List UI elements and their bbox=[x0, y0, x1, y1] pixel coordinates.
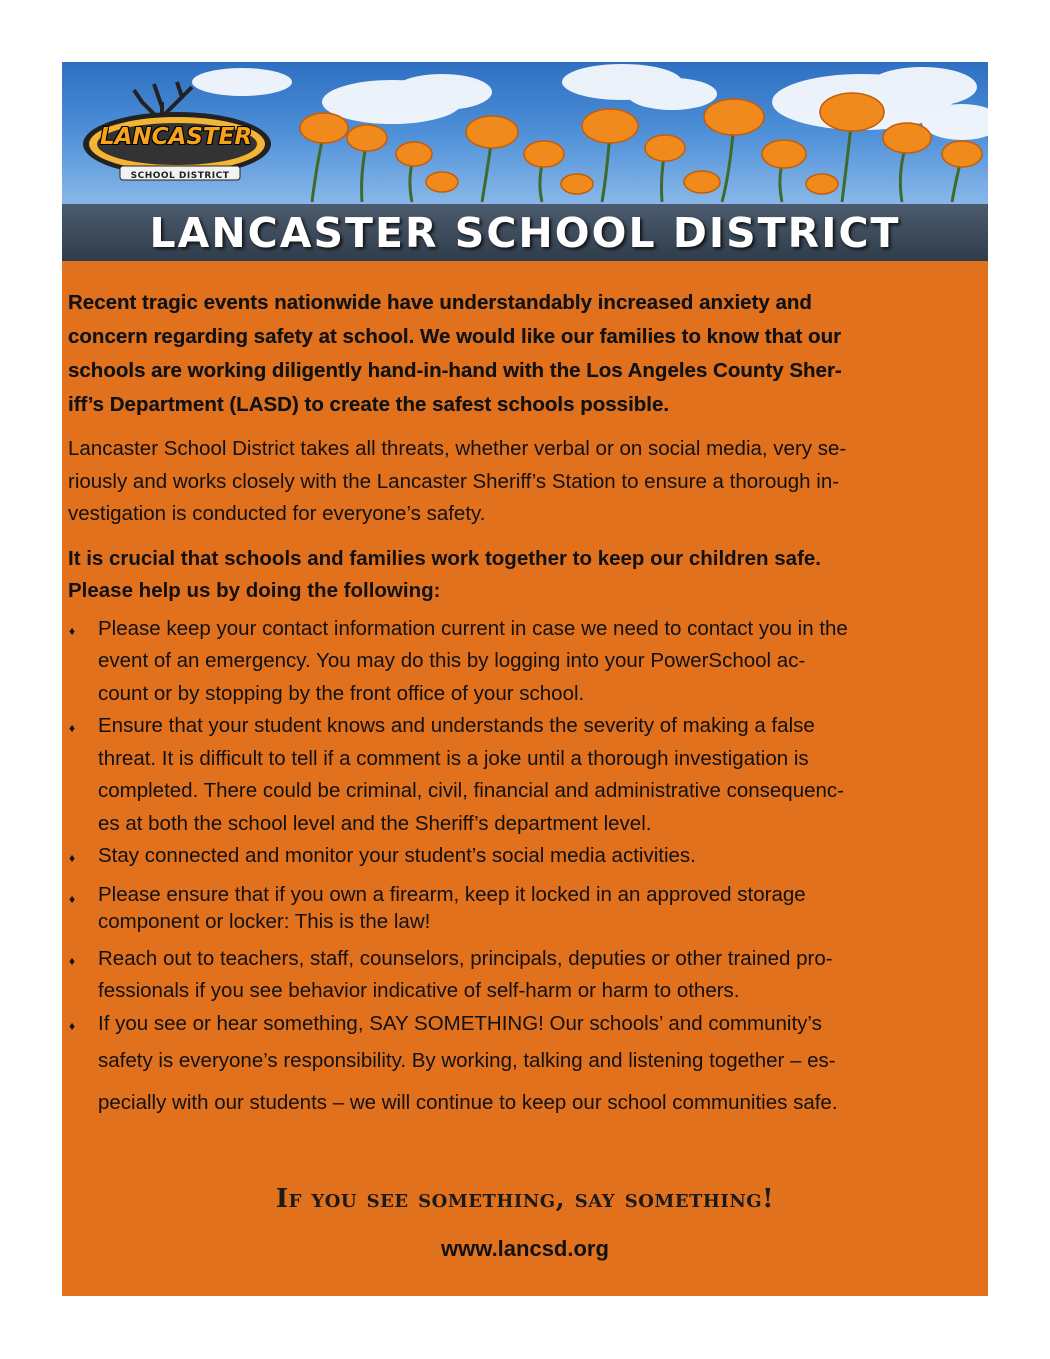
list-item-line: es at both the school level and the Sheriff’s department level. bbox=[98, 811, 652, 835]
list-item-line: If you see or hear something, SAY SOMETHING! Our schools’ and community’s bbox=[98, 1011, 822, 1035]
list-item-reach-out bbox=[68, 943, 980, 1008]
list-item-say-something bbox=[68, 1008, 980, 1125]
list-item-line: pecially with our students – we will continue to keep our school communities safe. bbox=[98, 1091, 838, 1114]
logo-wordmark: LANCASTER bbox=[99, 124, 253, 150]
list-item-line: safety is everyone’s responsibility. By working, talking and listening together – es- bbox=[98, 1049, 836, 1072]
intro-paragraph bbox=[68, 286, 980, 422]
website-link[interactable]: www.lancsd.org bbox=[441, 1236, 609, 1261]
flyer-page bbox=[62, 62, 988, 1296]
diamond-bullet-icon: ♦ bbox=[69, 623, 76, 638]
action-list bbox=[68, 613, 980, 1125]
list-item-line: Ensure that your student knows and understands the severity of making a false bbox=[98, 714, 815, 737]
flyer-body bbox=[68, 286, 980, 1124]
intro-line: iff’s Department (LASD) to create the safest schools possible. bbox=[68, 393, 670, 416]
threat-policy-paragraph bbox=[68, 433, 980, 531]
list-item-false-threat bbox=[68, 710, 980, 840]
list-item-line: component or locker: This is the law! bbox=[98, 909, 431, 933]
list-item-line: count or by stopping by the front office of your school. bbox=[98, 681, 585, 705]
intro-line: concern regarding safety at school. We would like our families to know that our bbox=[68, 325, 842, 348]
diamond-bullet-icon: ♦ bbox=[69, 721, 76, 735]
diamond-bullet-icon: ♦ bbox=[69, 891, 76, 906]
threat-line: vestigation is conducted for everyone’s safety. bbox=[68, 502, 486, 525]
list-item-firearm bbox=[68, 881, 980, 935]
crucial-line: Please help us by doing the following: bbox=[68, 578, 441, 602]
diamond-bullet-icon: ♦ bbox=[69, 1018, 76, 1033]
diamond-bullet-icon: ♦ bbox=[69, 953, 76, 968]
call-to-action-paragraph bbox=[68, 543, 980, 607]
list-item-social-media bbox=[68, 840, 980, 873]
list-item-contact-info bbox=[68, 613, 980, 711]
crucial-line: It is crucial that schools and families work together to keep our children safe. bbox=[68, 546, 821, 570]
banner-header bbox=[62, 62, 988, 261]
list-item-line: Reach out to teachers, staff, counselors, principals, deputies or other trained pro- bbox=[98, 946, 833, 970]
list-item-line: Please keep your contact information current in case we need to contact you in the bbox=[98, 616, 848, 640]
logo-subtitle: SCHOOL DISTRICT bbox=[130, 171, 230, 181]
slogan-heading: If you see something, say something! bbox=[275, 1184, 775, 1214]
list-item-line: Please ensure that if you own a firearm, keep it locked in an approved storage bbox=[98, 882, 806, 906]
intro-line: schools are working diligently hand-in-hand with the Los Angeles County Sher- bbox=[68, 359, 842, 382]
list-item-line: fessionals if you see behavior indicative of self-harm or harm to others. bbox=[98, 979, 740, 1002]
list-item-line: Stay connected and monitor your student’s social media activities. bbox=[98, 844, 696, 867]
intro-line: Recent tragic events nationwide have understandably increased anxiety and bbox=[68, 291, 812, 314]
banner-title: LANCASTER SCHOOL DISTRICT bbox=[149, 209, 901, 257]
diamond-bullet-icon: ♦ bbox=[69, 851, 76, 865]
list-item-line: threat. It is difficult to tell if a comment is a joke until a thorough investigation is bbox=[98, 746, 809, 770]
threat-line: riously and works closely with the Lancaster Sheriff’s Station to ensure a thorough in- bbox=[68, 469, 840, 493]
list-item-line: completed. There could be criminal, civil, financial and administrative consequenc- bbox=[98, 779, 844, 802]
list-item-line: event of an emergency. You may do this by logging into your PowerSchool ac- bbox=[98, 649, 806, 672]
threat-line: Lancaster School District takes all threats, whether verbal or on social media, very se- bbox=[68, 437, 847, 460]
